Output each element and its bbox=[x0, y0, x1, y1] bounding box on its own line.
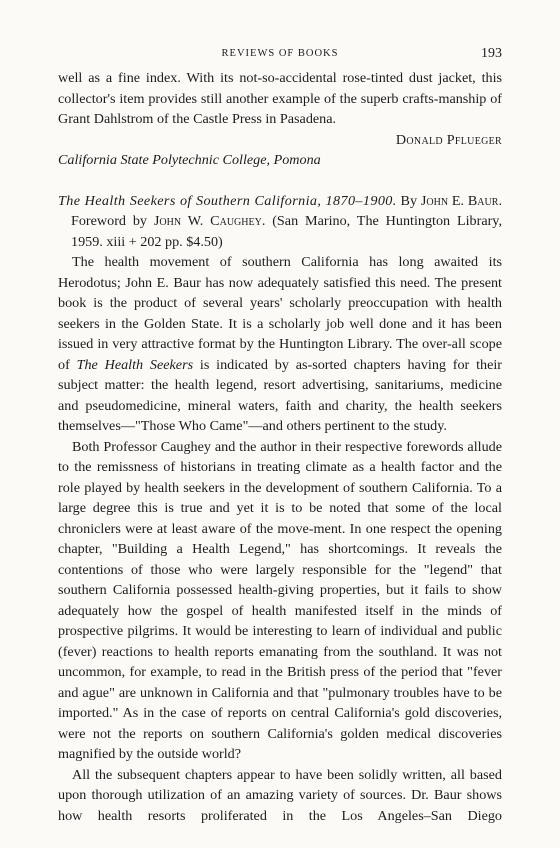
foreword-author: John W. Caughey bbox=[153, 213, 262, 229]
book-author: John E. Baur bbox=[420, 192, 499, 209]
body-text bbox=[58, 68, 502, 826]
review-paragraph-1 bbox=[58, 252, 502, 437]
book-title: The Health Seekers of Southern California, 1870–1900. bbox=[58, 192, 397, 209]
reviewer-signature: Donald Pflueger bbox=[395, 131, 502, 148]
foreword-prefix: . Foreword by bbox=[71, 192, 502, 229]
previous-review-closing: well as a fine index. With its not-so-accidental rose-tinted dust jacket, this collector's item provides still another example of the superb crafts-manship of Grant Dahlstrom of the Castle Press in Pasadena. bbox=[58, 70, 502, 127]
paragraph-1-part-b: is indicated by as-sorted chapters having for their subject matter: the health legend, resort advertising, sanitariums, medicine and pseudomedicine, mineral waters, faith and charity, the health seekers themselves—"Those Who Came"—and others pertinent to the study. bbox=[58, 356, 502, 434]
reviewer-affiliation: California State Polytechnic College, Pomona bbox=[58, 152, 321, 168]
book-citation bbox=[58, 191, 502, 253]
review-paragraph-3: All the subsequent chapters appear to have been solidly written, all based upon thorough utilization of an amazing variety of sources. Dr. Baur shows how health resorts proliferated in the Los Angeles–San Diego bbox=[58, 766, 502, 824]
paragraph-1-italic-title: The Health Seekers bbox=[76, 356, 194, 373]
by-word: By bbox=[400, 192, 418, 209]
paragraph-1-part-a: The health movement of southern California has long awaited its Herodotus; John E. Baur has now adequately satisfied this need. The present book is the product of several years' scholarly preoccupation with health seekers in the Golden State. It is a scholarly job well done and it has been issued in very attractive format by the Huntington Library. The over-all scope of bbox=[58, 254, 502, 373]
review-paragraph-2: Both Professor Caughey and the author in their respective forewords allude to the remissness of historians in treating climate as a health factor and the role played by health seekers in the development of southern California. To a large degree this is true and yet it is to be noted that some of the local chroniclers were at least aware of the move-ment. In one respect the opening chapter, "Building a Health Legend," has shortcomings. It reveals the contentions of those who were largely responsible for the "legend" that southern California possessed health-giving properties, but it fails to show adequately how the gospel of health manifested itself in the minds of prospective pilgrims. It would be interesting to learn of individual and public (fever) reactions to health reports emanating from the southland. It was not uncommon, for example, to read in the British press of the period that "fever and ague" are unknown in California and that "pulmonary troubles have to be imported." As in the case of reports on central California's gold discoveries, were not the reports on southern California's golden medical discoveries magnified by the outside world? bbox=[58, 438, 502, 762]
publication-info: . (San Marino, The Huntington Library, 1959. xiii + 202 pp. $4.50) bbox=[71, 213, 502, 250]
section-gap bbox=[58, 171, 502, 191]
running-title: REVIEWS OF BOOKS bbox=[221, 48, 339, 59]
page-number: 193 bbox=[481, 46, 502, 61]
